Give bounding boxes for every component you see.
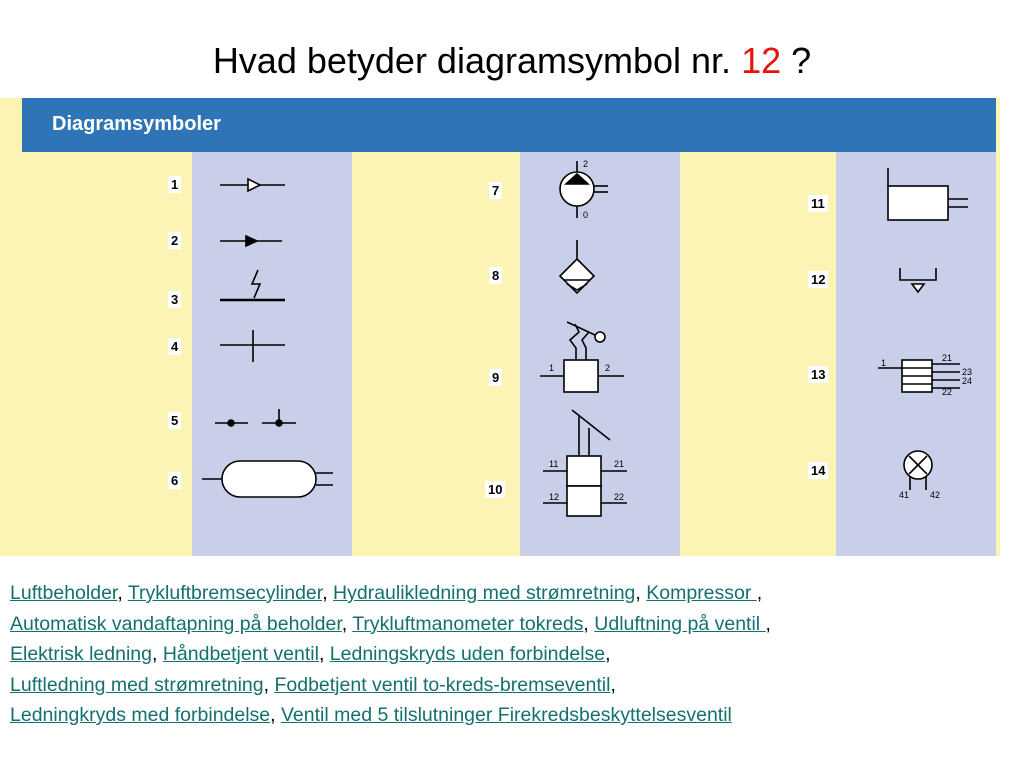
answer-link-fodbetjent-ventil[interactable]: Fodbetjent ventil to-kreds-bremseventil bbox=[274, 673, 611, 696]
symbol-number-14: 14 bbox=[808, 462, 828, 479]
answer-options: Luftbeholder, Trykluftbremsecylinder, Hydraulikledning med strømretning, Kompressor , Automatisk vandaftapning på beholder, Trykluftmanometer tokreds, Udluftning på ventil , Elektrisk ledning, Håndbetjent ventil, Ledningskryds uden forbindelse, Luftledning med strømretning, Fodbetjent ventil to-kreds-bremseventil, Ledningkryds med forbindelse, Ventil med 5 tilslutninger Firekredsbeskyttelsesventil bbox=[10, 582, 771, 726]
symbol-4-crossing-without-connection-icon bbox=[220, 330, 285, 362]
symbol-2-hydraulic-line-flow-icon bbox=[220, 236, 282, 246]
answer-link-ledningkryds-med[interactable]: Ledningkryds med forbindelse bbox=[10, 704, 271, 726]
s10-port-br-label: 22 bbox=[614, 492, 625, 502]
symbol-number-2: 2 bbox=[168, 232, 181, 249]
answer-link-luftledning[interactable]: Luftledning med strømretning bbox=[10, 673, 264, 696]
symbol-number-6: 6 bbox=[168, 472, 181, 489]
answer-link-automatisk-vandaftapning[interactable]: Automatisk vandaftapning på beholder bbox=[10, 612, 342, 635]
s10-port-tr-label: 21 bbox=[614, 459, 625, 469]
answer-link-luftbeholder[interactable]: Luftbeholder bbox=[10, 582, 118, 604]
symbol-number-13: 13 bbox=[808, 366, 828, 383]
answer-link-haandbetjent-ventil[interactable]: Håndbetjent ventil bbox=[162, 643, 319, 665]
symbol-number-10: 10 bbox=[485, 481, 505, 498]
symbol-3-electric-line-icon bbox=[220, 270, 285, 300]
symbol-number-8: 8 bbox=[489, 267, 502, 284]
symbol-5-crossing-with-connection-icon bbox=[215, 409, 296, 426]
answer-link-udluftning[interactable]: Udluftning på ventil bbox=[594, 612, 766, 635]
s13-port-r1-label: 23 bbox=[962, 367, 973, 377]
s7-port-top-label: 2 bbox=[583, 159, 589, 169]
symbol-number-7: 7 bbox=[489, 182, 502, 199]
symbol-number-4: 4 bbox=[168, 338, 181, 355]
answer-link-elektrisk-ledning[interactable]: Elektrisk ledning bbox=[10, 643, 152, 665]
symbol-number-1: 1 bbox=[168, 176, 181, 193]
symbol-8-auto-drain-icon bbox=[560, 240, 594, 293]
symbol-number-5: 5 bbox=[168, 412, 181, 429]
s9-port-left-label: 1 bbox=[549, 363, 555, 373]
s13-port-top-label: 21 bbox=[942, 353, 953, 363]
answer-link-kompressor[interactable]: Kompressor bbox=[646, 582, 757, 604]
symbol-number-9: 9 bbox=[489, 369, 502, 386]
answer-link-hydraulikledning[interactable]: Hydraulikledning med strømretning bbox=[333, 582, 636, 604]
symbol-number-3: 3 bbox=[168, 291, 181, 308]
s13-port-bottom-label: 22 bbox=[942, 387, 953, 397]
symbol-9-hand-valve-icon bbox=[540, 322, 624, 392]
s14-port-left-label: 41 bbox=[899, 490, 910, 500]
answer-link-trykluftmanometer[interactable]: Trykluftmanometer tokreds bbox=[352, 612, 584, 635]
symbol-number: 12 bbox=[741, 40, 782, 81]
symbol-11-brake-cylinder-icon bbox=[888, 168, 968, 220]
answer-link-trykluftbremsecylinder[interactable]: Trykluftbremsecylinder bbox=[127, 582, 323, 604]
symbol-14-manometer-icon bbox=[904, 451, 932, 490]
page-title: Hvad betyder diagramsymbol nr. 12 ? bbox=[212, 40, 812, 81]
symbol-6-air-reservoir-icon bbox=[202, 461, 333, 497]
s14-port-right-label: 42 bbox=[930, 490, 941, 500]
panel-title: Diagramsymboler bbox=[52, 113, 221, 135]
s7-port-bottom-label: 0 bbox=[583, 210, 589, 220]
symbol-1-air-line-flow-icon bbox=[220, 179, 285, 191]
symbol-number-11: 11 bbox=[808, 195, 828, 212]
symbol-number-12: 12 bbox=[808, 271, 828, 288]
s13-port-r2-label: 24 bbox=[962, 376, 973, 386]
symbol-drawings bbox=[0, 98, 1000, 556]
symbol-12-exhaust-icon bbox=[900, 268, 936, 292]
s10-port-bl-label: 12 bbox=[549, 492, 560, 502]
answer-link-ledningskryds-uden[interactable]: Ledningskryds uden forbindelse bbox=[329, 643, 606, 665]
s10-port-tl-label: 11 bbox=[549, 459, 559, 469]
s13-port-left-label: 1 bbox=[881, 358, 887, 368]
s9-port-right-label: 2 bbox=[605, 363, 611, 373]
answer-link-ventil-5-tilslutninger[interactable]: Ventil med 5 tilslutninger Firekredsbeskyttelsesventil bbox=[281, 704, 732, 726]
